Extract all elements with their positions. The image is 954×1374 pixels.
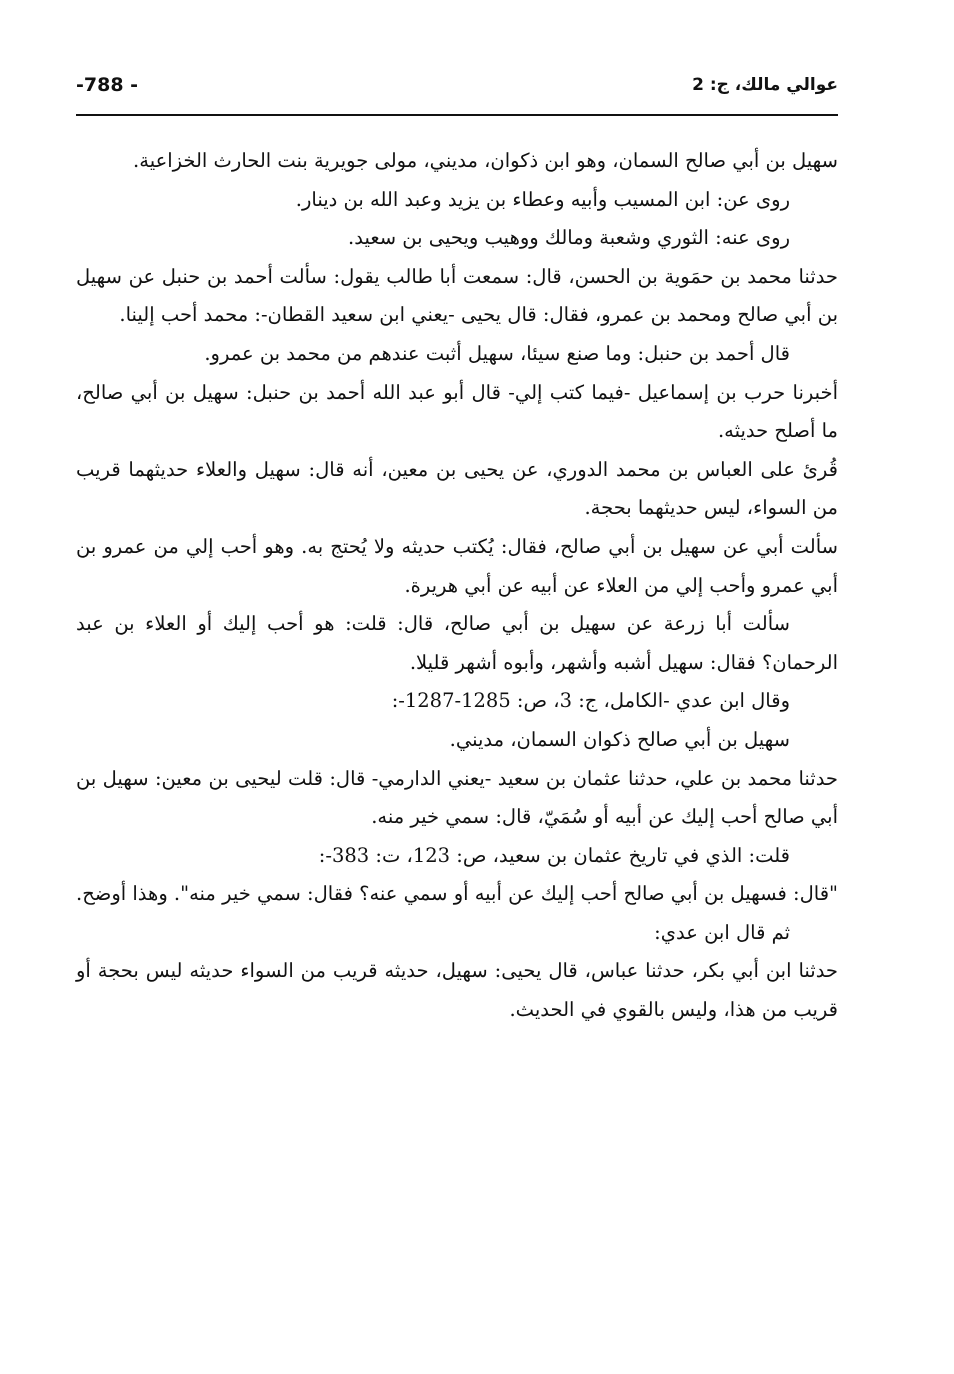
paragraph: قُرئ على العباس بن محمد الدوري، عن يحيى بن معين، أنه قال: سهيل والعلاء حديثهما قريب من السواء، ليس حديثهما بحجة.: [76, 457, 838, 520]
header-rule: [76, 114, 838, 116]
paragraph: حدثنا ابن أبي بكر، حدثنا عباس، قال يحيى: سهيل، حديثه قريب من السواء حديثه ليس بحجة أو قريب من هذا، وليس بالقوي في الحديث.: [76, 959, 838, 1022]
paragraph: وقال ابن عدي -الكامل، ج: 3، ص: 1285-1287-:: [391, 689, 790, 713]
running-title: عوالي مالك، ج: 2: [692, 75, 838, 95]
page-number: -788 -: [76, 74, 139, 96]
paragraph: روى عنه: الثوري وشعبة ومالك ووهيب ويحيى بن سعيد.: [348, 226, 790, 250]
paragraph: قلت: الذي في تاريخ عثمان بن سعيد، ص: 123، ت: 383-:: [318, 843, 790, 867]
paragraph: سألت أبا زرعة عن سهيل بن أبي صالح، قال: قلت: هو أحب إليك أو العلاء بن عبد الرحمان؟ فقال: سهيل أشبه وأشهر، وأبوه أشهر قليلا.: [76, 612, 838, 674]
paragraph: سهيل بن أبي صالح السمان، وهو ابن ذكوان، مديني، مولى جويرية بنت الحارث الخزاعية.: [133, 149, 838, 172]
page-header: [76, 68, 838, 102]
paragraph: قال أحمد بن حنبل: وما صنع سيئا، سهيل أثبت عندهم من محمد بن عمرو.: [204, 341, 790, 365]
paragraph: روى عن: ابن المسيب وأبيه وعطاء بن يزيد وعبد الله بن دينار.: [295, 187, 790, 211]
paragraph: حدثنا محمد بن علي، حدثنا عثمان بن سعيد -يعني الدارمي- قال: قلت ليحيى بن معين: سهيل بن أبي صالح أحب إليك عن أبيه أو سُمَيّ، قال: سمي خير منه.: [76, 766, 838, 829]
paragraph: "قال: فسهيل بن أبي صالح أحب إليك عن أبيه أو سمي عنه؟ فقال: سمي خير منه". وهذا أوضح.: [76, 882, 838, 906]
paragraph: سهيل بن أبي صالح ذكوان السمان، مديني.: [449, 727, 790, 751]
paragraph: حدثنا محمد بن حمَوية بن الحسن، قال: سمعت أبا طالب يقول: سألت أحمد بن حنبل عن سهيل بن أبي صالح ومحمد بن عمرو، فقال: قال يحيى -يعني ابن سعيد القطان-: محمد أحب إلينا.: [76, 264, 838, 327]
body-text: [76, 142, 838, 1030]
paragraph: سألت أبي عن سهيل بن أبي صالح، فقال: يُكتب حديثه ولا يُحتج به. وهو أحب إلي من عمرو بن أبي عمرو وأحب إلي من العلاء عن أبيه عن أبي هريرة.: [76, 534, 838, 597]
paragraph: ثم قال ابن عدي:: [654, 920, 790, 944]
paragraph: أخبرنا حرب بن إسماعيل -فيما كتب إلي- قال أبو عبد الله أحمد بن حنبل: سهيل بن أبي صالح، ما أصلح حديثه.: [76, 380, 838, 443]
